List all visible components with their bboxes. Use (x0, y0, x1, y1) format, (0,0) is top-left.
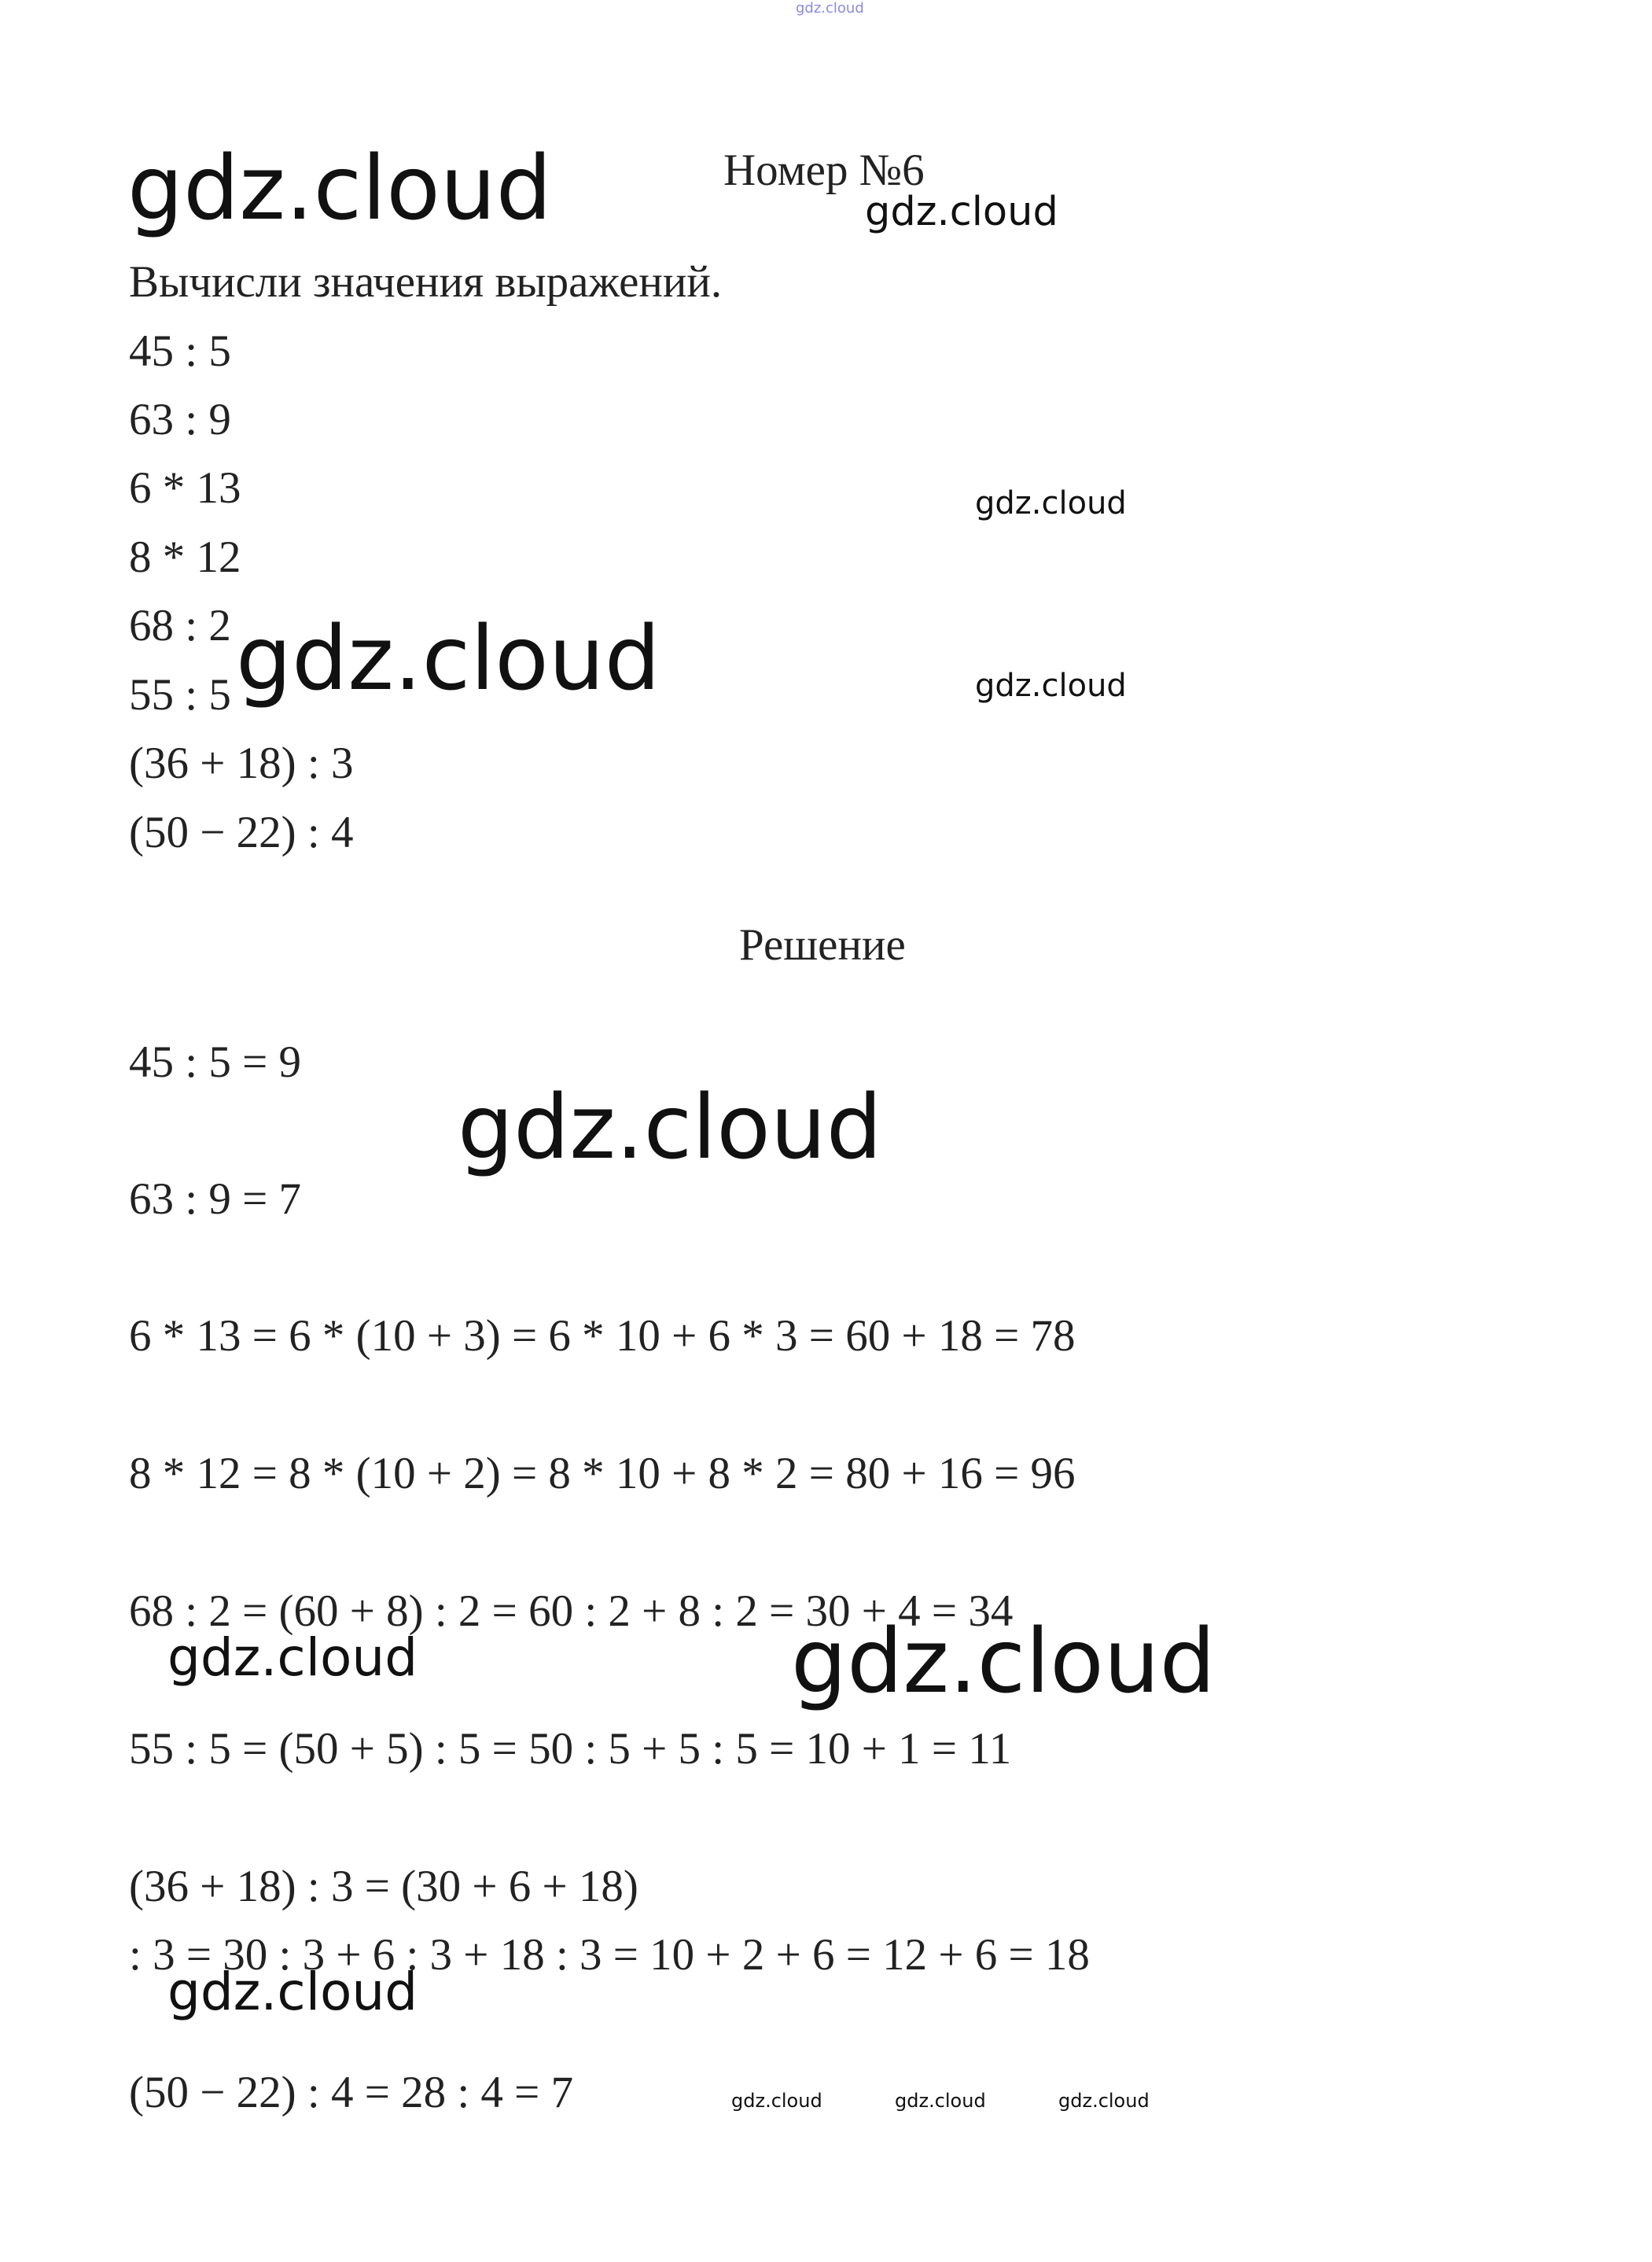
task-expression: 55 : 5 (129, 670, 231, 720)
solution-line: 6 * 13 = 6 * (10 + 3) = 6 * 10 + 6 * 3 = 60 + 18 = 78 (129, 1311, 1076, 1361)
watermark-large: gdz.cloud (458, 1077, 882, 1179)
task-expression: 68 : 2 (129, 601, 231, 650)
solution-heading: Решение (739, 920, 906, 970)
watermark-medium: gdz.cloud (167, 1627, 418, 1688)
watermark-medium: gdz.cloud (167, 1962, 418, 2022)
task-instruction: Вычисли значения выражений. (129, 257, 723, 307)
task-expression: (36 + 18) : 3 (129, 739, 354, 788)
task-expression: 6 * 13 (129, 463, 241, 513)
watermark-tiny: gdz.cloud (731, 2090, 822, 2112)
task-expression: (50 − 22) : 4 (129, 808, 354, 857)
watermark-large: gdz.cloud (791, 1611, 1216, 1713)
solution-line: 8 * 12 = 8 * (10 + 2) = 8 * 10 + 8 * 2 = 80 + 16 = 96 (129, 1449, 1076, 1498)
solution-line: : 3 = 30 : 3 + 6 : 3 + 18 : 3 = 10 + 2 + 6 = 12 + 6 = 18 (129, 1930, 1090, 1980)
watermark-header: gdz.cloud (865, 189, 1058, 235)
watermark-small: gdz.cloud (975, 668, 1127, 704)
solution-line: 45 : 5 = 9 (129, 1037, 301, 1087)
page-title: Номер №6 (723, 146, 925, 195)
solution-line: 55 : 5 = (50 + 5) : 5 = 50 : 5 + 5 : 5 = 10 + 1 = 11 (129, 1724, 1012, 1774)
watermark-tiny: gdz.cloud (1058, 2090, 1150, 2112)
task-expression: 63 : 9 (129, 395, 231, 444)
task-expression: 45 : 5 (129, 326, 231, 376)
watermark-large: gdz.cloud (236, 608, 660, 710)
watermark-tiny: gdz.cloud (895, 2090, 986, 2112)
solution-line: (36 + 18) : 3 = (30 + 6 + 18) (129, 1862, 638, 1911)
task-expression: 8 * 12 (129, 532, 241, 582)
solution-line: 63 : 9 = 7 (129, 1174, 301, 1224)
watermark-top: gdz.cloud (796, 0, 864, 17)
watermark-logo-large: gdz.cloud (127, 138, 552, 240)
solution-line: 68 : 2 = (60 + 8) : 2 = 60 : 2 + 8 : 2 = 30 + 4 = 34 (129, 1586, 1014, 1636)
watermark-small: gdz.cloud (975, 485, 1127, 521)
solution-line: (50 − 22) : 4 = 28 : 4 = 7 (129, 2068, 574, 2117)
